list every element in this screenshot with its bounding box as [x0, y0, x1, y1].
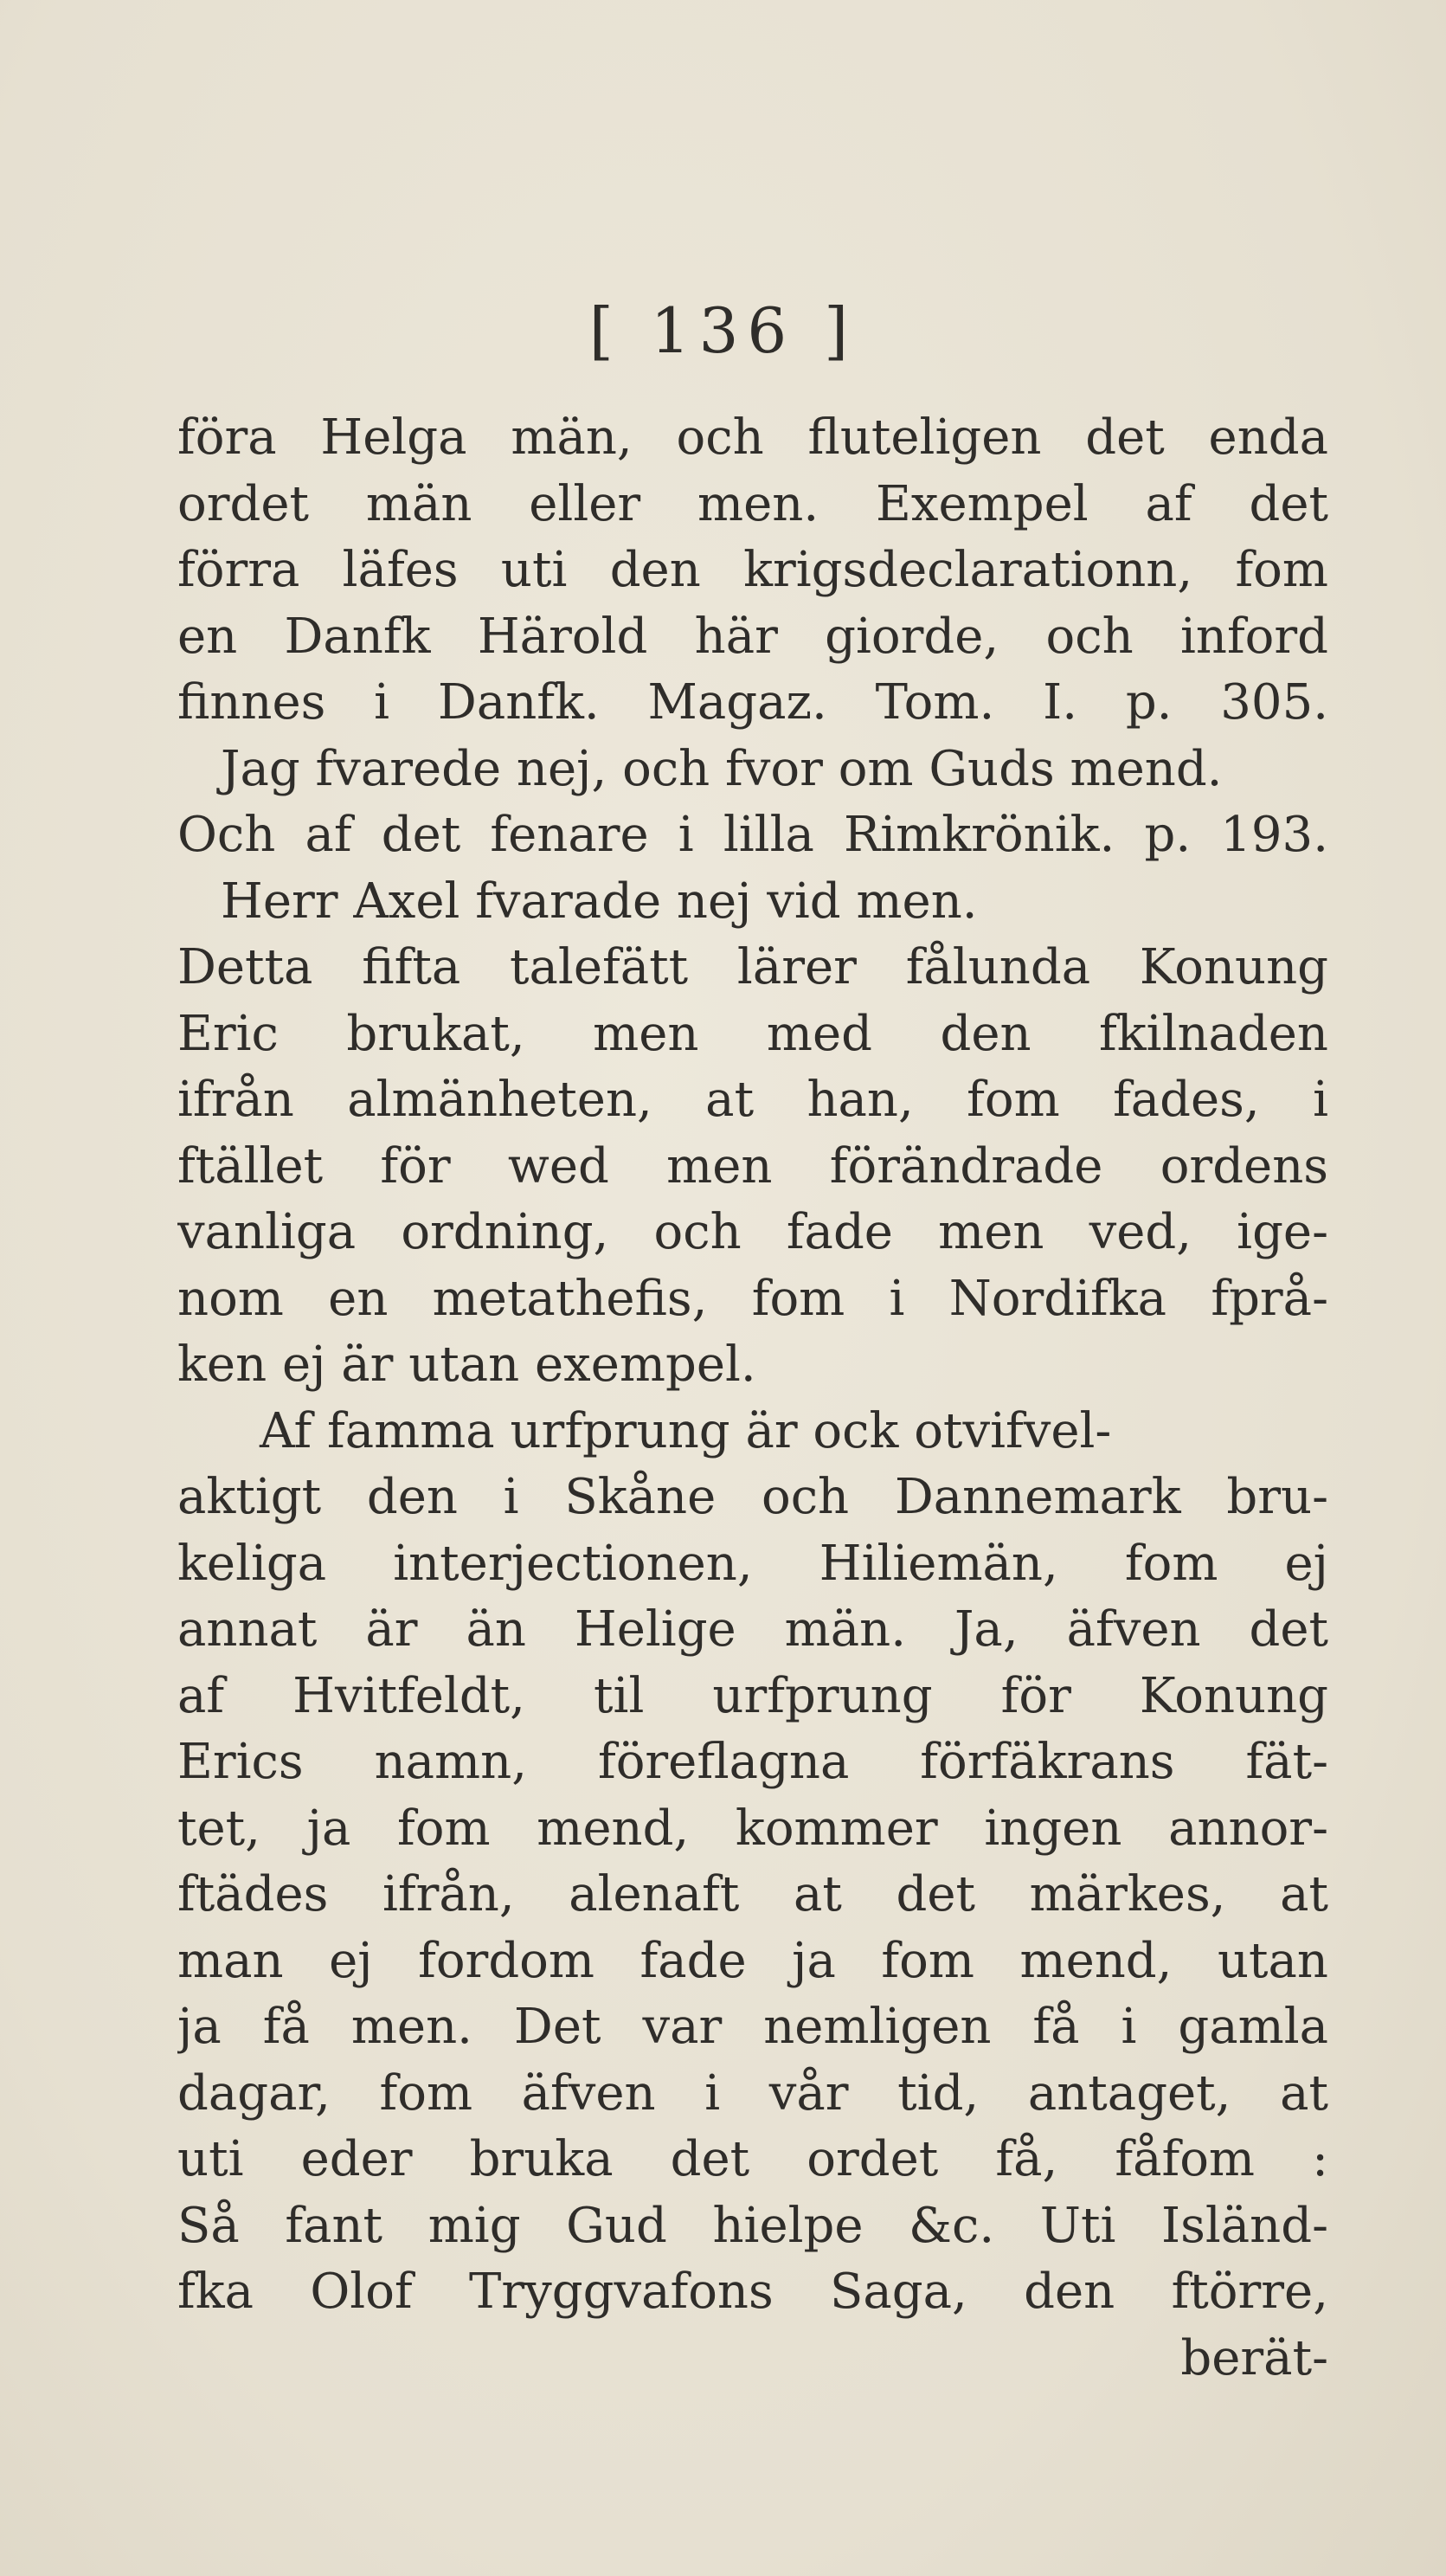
body-text — [177, 405, 1328, 2392]
text-line: Af famma urfprung är ock otvifvel- — [260, 1402, 1112, 1459]
catchword: berät- — [1180, 2329, 1328, 2386]
text-line: förra läfes uti den krigsdeclarationn, fom — [177, 542, 1328, 598]
text-line: annat är än Helige män. Ja, äfven det — [177, 1601, 1328, 1658]
text-line: uti eder bruka det ordet få, fåfom : — [177, 2131, 1328, 2187]
text-line: ifrån almänheten, at han, fom fades, i — [177, 1072, 1328, 1128]
text-line: ordet män eller men. Exempel af det — [177, 475, 1328, 532]
text-line: Jag fvarede nej, och fvor om Guds mend. — [221, 740, 1223, 797]
text-line: aktigt den i Skåne och Dannemark bru- — [177, 1469, 1328, 1525]
text-line: keliga interjectionen, Hiliemän, fom ej — [177, 1535, 1328, 1592]
text-line: ja få men. Det var nemligen få i gamla — [177, 1999, 1328, 2055]
text-line: en Danfk Härold här giorde, och inford — [177, 608, 1328, 665]
text-line: ken ej är utan exempel. — [177, 1336, 756, 1393]
text-line: Och af det fenare i lilla Rimkrönik. p. 193. — [177, 807, 1328, 863]
text-line: ftädes ifrån, alenaft at det märkes, at — [177, 1866, 1328, 1922]
text-line: tet, ja fom mend, kommer ingen annor- — [177, 1800, 1328, 1857]
text-line: föra Helga män, och fluteligen det enda — [177, 409, 1328, 466]
text-line: finnes i Danfk. Magaz. Tom. I. p. 305. — [177, 674, 1328, 731]
text-line: fka Olof Tryggvafons Saga, den ftörre, — [177, 2264, 1328, 2320]
text-line: man ej fordom fade ja fom mend, utan — [177, 1932, 1328, 1989]
text-line: Så fant mig Gud hielpe &c. Uti Isländ- — [177, 2197, 1328, 2254]
text-line: ftället för wed men förändrade ordens — [177, 1137, 1328, 1195]
text-line: dagar, fom äfven i vår tid, antaget, at — [177, 2064, 1328, 2122]
text-line: Erics namn, föreflagna förfäkrans fät- — [177, 1734, 1328, 1790]
text-line: af Hvitfeldt, til urfprung för Konung — [177, 1667, 1328, 1724]
text-line: Detta fifta talefätt lärer fålunda Konung — [177, 939, 1328, 995]
text-line: nom en metathefis, fom i Nordifka fprå- — [177, 1270, 1328, 1327]
text-line: vanliga ordning, och fade men ved, ige- — [177, 1204, 1328, 1260]
page-number: [ 136 ] — [588, 294, 858, 367]
text-line: Eric brukat, men med den fkilnaden — [177, 1005, 1328, 1062]
text-line: Herr Axel fvarade nej vid men. — [221, 873, 978, 930]
